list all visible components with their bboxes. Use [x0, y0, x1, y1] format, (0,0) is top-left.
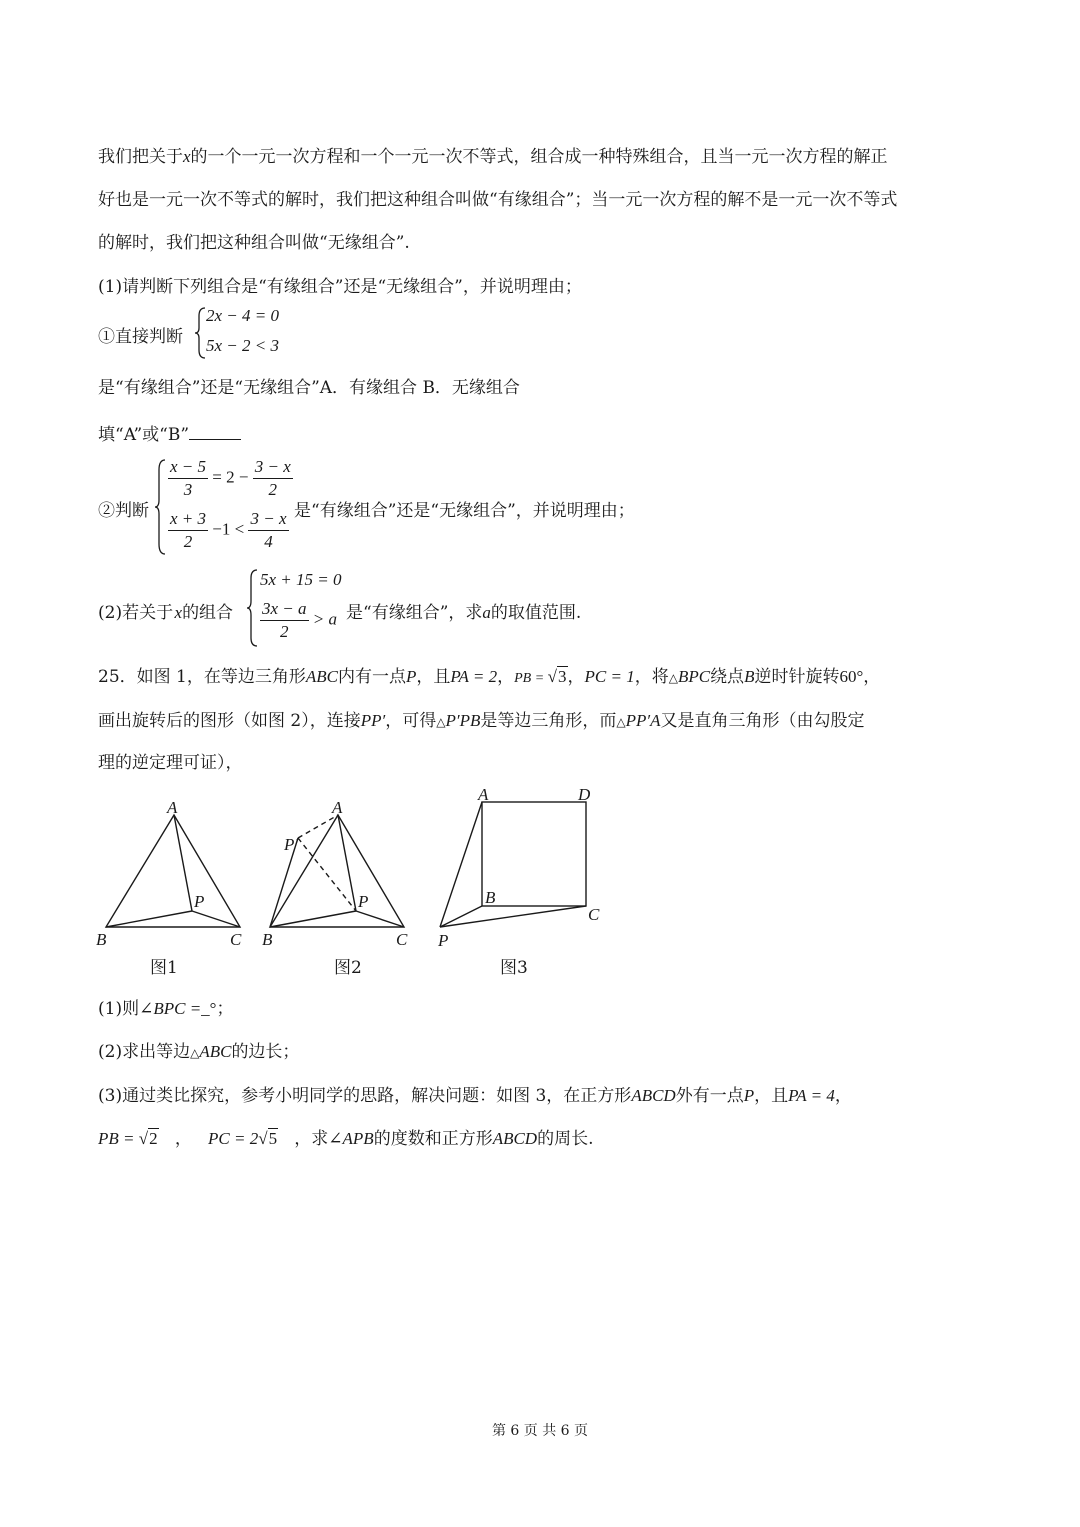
part2-eq1: 5x + 15 = 0 — [260, 570, 342, 589]
sub2-eq1: $\frac{x - 5}{3}$ = 2 − $\frac{3 - x}{2}$ — [170, 457, 291, 499]
fig3-caption: 图3 — [500, 958, 528, 978]
fig3-label-p: P — [438, 931, 449, 950]
fig1-label-b: B — [96, 930, 107, 949]
fig3-label-a: A — [478, 785, 489, 804]
q25-line-2: 画出旋转后的图形（如图 2），连接PP′，可得△P′PB是等边三角形，而△PP′A又是直角三角形（由勾股定 — [98, 711, 865, 731]
fig1-label-p: P — [194, 892, 205, 911]
fig2-label-b: B — [262, 930, 273, 949]
fig1-label-c: C — [230, 930, 242, 949]
fig1-label-a: A — [167, 798, 178, 817]
answer-blank[interactable] — [189, 423, 241, 440]
fig2-label-p: P — [358, 892, 369, 911]
q25-part3-line-1: (3)通过类比探究，参考小明同学的思路，解决问题：如图 3，在正方形ABCD外有一点P，且PA = 4， — [98, 1086, 852, 1106]
q24-part2-lead: (2)若关于 x的组合 — [98, 603, 234, 623]
q24-part2-tail: 是“有缘组合”，求a的取值范围. — [346, 603, 582, 623]
fig3-label-d: D — [578, 785, 591, 804]
sub2-brace — [154, 458, 168, 556]
sub2-label: ②判断 — [98, 501, 149, 521]
fig2-label-c: C — [396, 930, 408, 949]
intro-line-2: 好也是一元一次不等式的解时，我们把这种组合叫做“有缘组合”；当一元一次方程的解不是一元一次不等式 — [98, 190, 898, 210]
fig2-label-p-prime: P′ — [284, 835, 299, 854]
sub1-fill: 填“A”或“B” — [98, 420, 241, 445]
q25-part3-line-2: PB = √2 ， PC = 2√5 ，求∠APB的度数和正方形ABCD的周长. — [98, 1129, 594, 1149]
sub1-question: 是“有缘组合”还是“无缘组合”A．有缘组合 B．无缘组合 — [98, 378, 520, 398]
figures — [90, 780, 630, 980]
fig3-label-b: B — [485, 888, 496, 907]
sub2-eq2: $\frac{x + 3}{2}$ −1 < $\frac{3 - x}{4}$ — [170, 509, 287, 551]
figure-1 — [106, 815, 240, 927]
fig2-caption: 图2 — [334, 958, 362, 978]
intro-line-1: 我们把关于x的一个一元一次方程和一个一元一次不等式，组合成一种特殊组合，且当一元一次方程的解正 — [98, 147, 888, 167]
fig2-label-a: A — [332, 798, 343, 817]
q25-part1: (1)则∠BPC =_°； — [98, 999, 234, 1019]
figure-2 — [270, 815, 404, 927]
fig1-caption: 图1 — [150, 958, 178, 978]
fig3-label-c: C — [588, 905, 600, 924]
q25-line-1: 25．如图 1，在等边三角形ABC内有一点P，且PA = 2，PB = √3，PC = 1，将△BPC绕点B逆时针旋转60°， — [98, 667, 881, 687]
part2-eq2: $\frac{3x - a}{2}$ > a — [262, 599, 338, 641]
q25-line-3: 理的逆定理可证）， — [98, 753, 243, 773]
intro-line-3: 的解时，我们把这种组合叫做“无缘组合”. — [98, 233, 410, 253]
page-footer: 第 6 页 共 6 页 — [491, 1423, 589, 1439]
figure-3 — [440, 802, 586, 927]
sub1-eq2: 5x − 2 < 3 — [206, 336, 279, 355]
sub2-tail: 是“有缘组合”还是“无缘组合”，并说明理由； — [294, 501, 635, 521]
sub1-label: ①直接判断 — [98, 327, 183, 347]
sub1-eq1: 2x − 4 = 0 — [206, 306, 279, 325]
part2-brace — [246, 568, 260, 648]
q24-part1: (1)请判断下列组合是“有缘组合”还是“无缘组合”，并说明理由； — [98, 277, 582, 297]
q25-part2: (2)求出等边△ABC的边长； — [98, 1042, 300, 1062]
